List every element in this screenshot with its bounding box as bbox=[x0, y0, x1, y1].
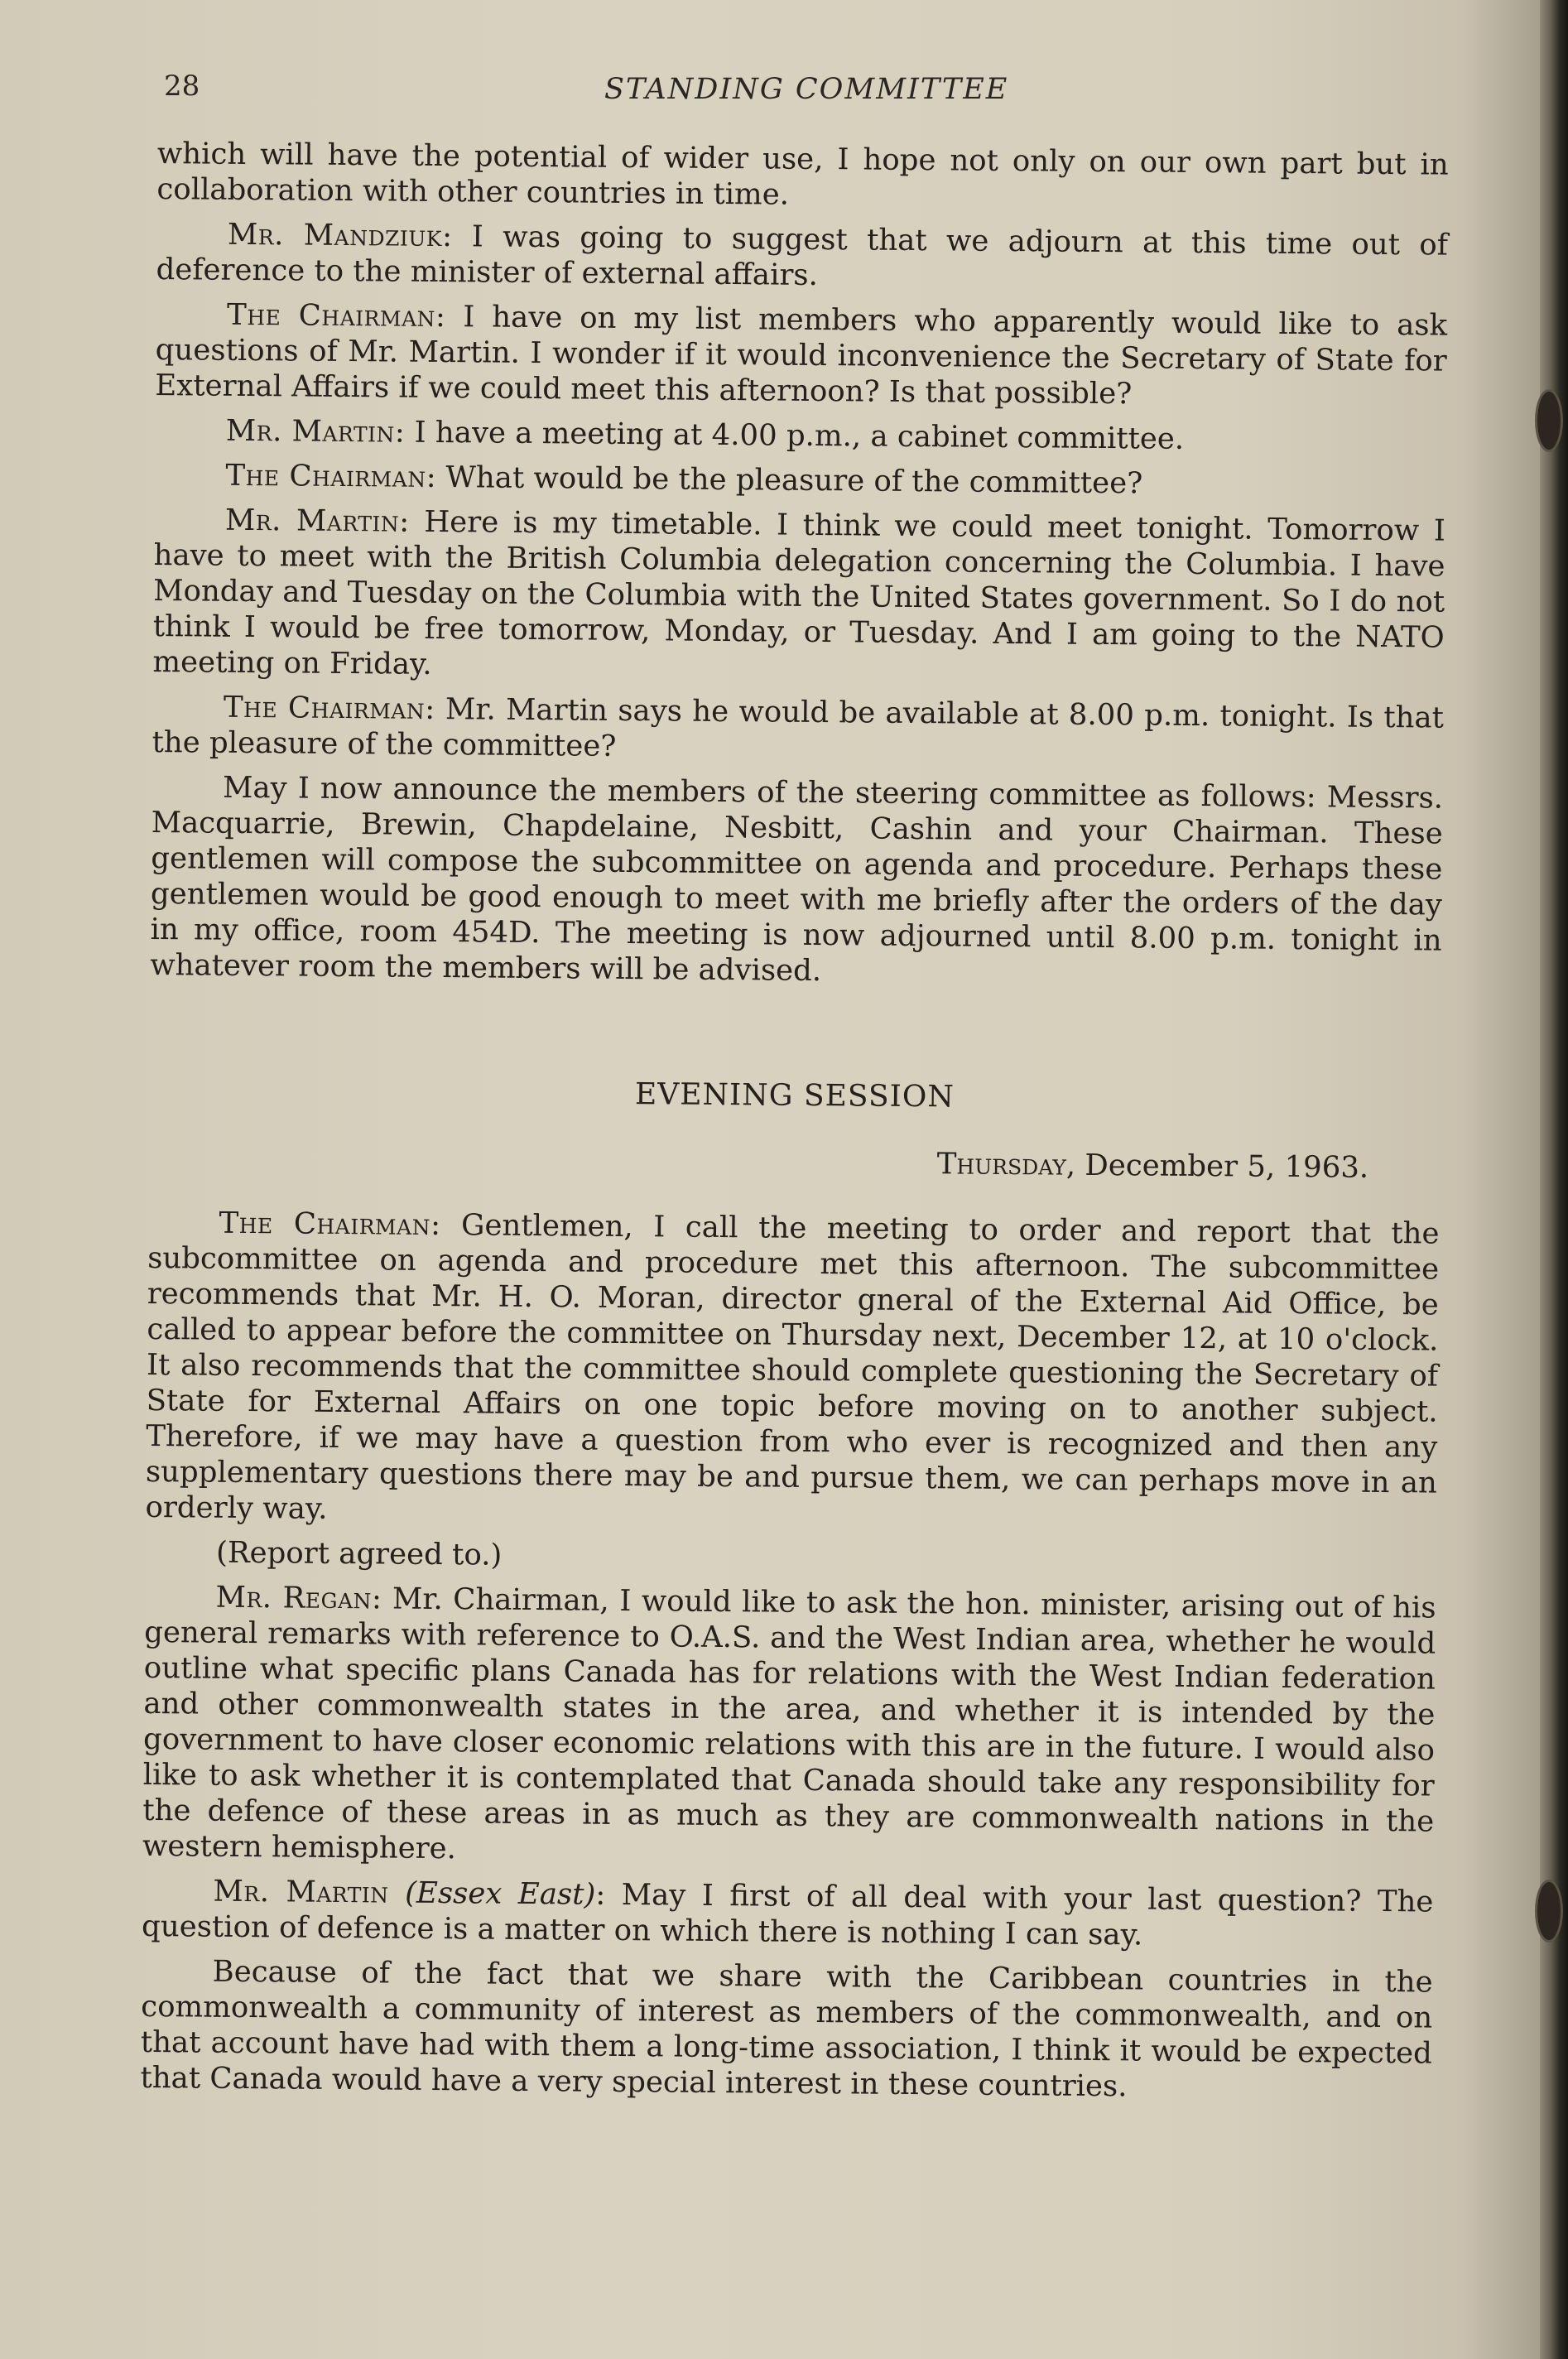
paragraph-text: Because of the fact that we share with the Caribbean countries in the commonwealth a community of interest as members of the commonwealth, and on that account have had with them a long-time association, I think it would be expected that Canada would have a very special interest in these countries. bbox=[140, 1954, 1433, 2104]
paragraph bbox=[140, 1953, 1432, 2107]
paragraph-text: What would be the pleasure of the committee? bbox=[435, 460, 1143, 501]
speaker-name: The Chairman: bbox=[219, 1206, 441, 1243]
paragraph-text: Mr. Martin says he would be available at 8.00 p.m. tonight. Is that the pleasure of the committee? bbox=[152, 691, 1445, 763]
dateline-date: December 5, 1963. bbox=[1075, 1148, 1369, 1185]
paragraph bbox=[155, 412, 1446, 460]
book-edge bbox=[1540, 0, 1568, 2359]
section-heading: EVENING SESSION bbox=[634, 1077, 955, 1115]
paragraph bbox=[155, 296, 1447, 415]
speaker-name: Mr. Martin bbox=[213, 1874, 389, 1910]
paragraph-text: which will have the potential of wider use, I hope not only on our own part but in collaboration with other countries in time. bbox=[156, 136, 1449, 212]
running-head: STANDING COMMITTEE bbox=[604, 73, 1009, 106]
paragraph-text: I have on my list members who apparently would like to ask questions of Mr. Martin. I wonder if it would inconvenience the Secretary of State for External Affairs if we could meet this afternoon? Is that possible? bbox=[155, 300, 1448, 412]
paragraph bbox=[145, 1534, 1436, 1581]
paragraph-text: Gentlemen, I call the meeting to order and report that the subcommittee on agenda and procedure met this afternoon. The subcommittee recommends that Mr. H. O. Moran, director gneral of the External Aid Office, be called to appear before the committee on Thursday next, December 12, at 10 o'clock. It also recommends that the committee should complete questioning the Secretary of State for External Affairs on one topic before moving on to another subject. Therefore, if we may have a question from who ever is recognized and then any supplementary questions there may be and pursue them, we can perhaps move in an orderly way. bbox=[145, 1208, 1440, 1526]
speaker-name: Mr. Regan: bbox=[215, 1580, 382, 1616]
speaker-name: Mr. Martin: bbox=[225, 413, 406, 450]
paragraph bbox=[156, 216, 1448, 299]
speaker-constituency: (Essex East) bbox=[404, 1875, 596, 1912]
paragraph-text: (Report agreed to.) bbox=[215, 1535, 503, 1572]
paragraph-text: Mr. Chairman, I would like to ask the hon. minister, arising out of his general remarks with reference to O.A.S. and the West Indian area, whether he would outline what specific plans Canada has for relations with the West Indian federation and other commonwealth states in the area, and whether it is intended by the government to have closer economic relations with this are in the future. I would also like to ask whether it is contemplated that Canada should take any responsibility for the defence of these areas in as much as they are commonwealth nations in the western hemisphere. bbox=[142, 1581, 1436, 1866]
page-number: 28 bbox=[164, 70, 200, 103]
transcript-body bbox=[140, 136, 1449, 2116]
paragraph-text: May I now announce the members of the steering committee as follows: Messrs. Macquarrie, Brewin, Chapdelaine, Nesbitt, Cashin and your Chairman. These gentlemen will compose the subcommittee on agenda and procedure. Perhaps these gentlemen would be good enough to meet with me briefly after the orders of the day in my office, room 454D. The meeting is now adjourned until 8.00 p.m. tonight in whatever room the members will be advised. bbox=[150, 770, 1444, 989]
paragraph-text: I have a meeting at 4.00 p.m., a cabinet committee. bbox=[405, 415, 1185, 456]
paragraph bbox=[156, 136, 1449, 219]
paragraph-text: I was going to suggest that we adjourn at this time out of deference to the minister of external affairs. bbox=[156, 219, 1449, 292]
paragraph-text: : May I first of all deal with your last question? The question of defence is a matter on which there is nothing I can say. bbox=[141, 1877, 1434, 1952]
paragraph bbox=[142, 1579, 1436, 1875]
paragraph bbox=[145, 1205, 1439, 1537]
speaker-name: Mr. Mandziuk: bbox=[227, 217, 453, 254]
paragraph bbox=[142, 1873, 1434, 1956]
speaker-name: The Chairman: bbox=[223, 690, 435, 726]
speaker-name: Mr. Martin: bbox=[224, 503, 410, 539]
paragraph bbox=[152, 689, 1444, 772]
dateline-day: Thursday, bbox=[936, 1147, 1076, 1182]
paragraph bbox=[152, 502, 1445, 691]
paragraph-text: Here is my timetable. I think we could meet tonight. Tomorrow I have to meet with the British Columbia delegation concerning the Columbia. I have Monday and Tuesday on the Columbia with the United States government. So I do not think I would be free tomorrow, Monday, or Tuesday. And I am going to the NATO meeting on Friday. bbox=[152, 504, 1446, 681]
binding-ring-icon bbox=[1535, 389, 1563, 452]
speaker-name: The Chairman: bbox=[226, 297, 446, 335]
paragraph bbox=[154, 457, 1445, 504]
paragraph bbox=[150, 769, 1443, 994]
speaker-name: The Chairman: bbox=[225, 458, 437, 494]
binding-ring-icon bbox=[1535, 1880, 1563, 1943]
dateline bbox=[148, 1139, 1368, 1186]
